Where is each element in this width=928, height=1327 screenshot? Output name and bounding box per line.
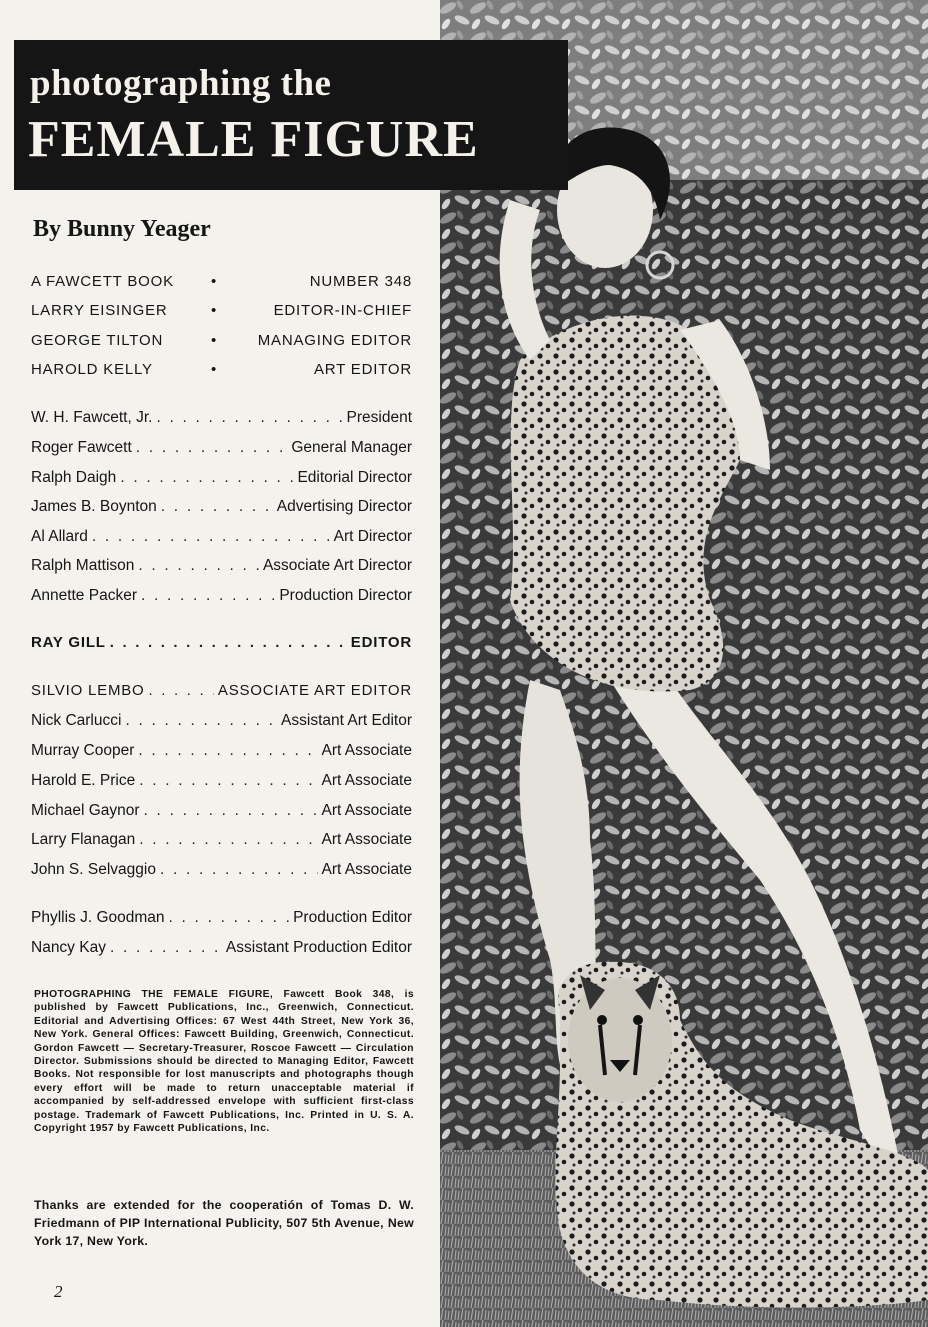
staff-name: Murray Cooper: [31, 742, 135, 759]
officer-title: Advertising Director: [276, 498, 412, 515]
cover-photo: [440, 0, 928, 1327]
production-row: [31, 909, 412, 931]
leader-dots: [139, 831, 317, 849]
acknowledgement: Thanks are extended for the cooperatión of Tomas D. W. Friedmann of PIP International Publicity, 507 5th Avenue, New York 17, New York.: [34, 1198, 414, 1248]
production-title: Assistant Production Editor: [225, 939, 412, 956]
masthead-left: GEORGE TILTON: [31, 332, 164, 349]
staff-title: Art Associate: [321, 861, 412, 878]
bullet-icon: •: [211, 273, 218, 290]
page-number: 2: [54, 1282, 63, 1301]
leader-dots: [156, 409, 342, 427]
masthead-right: NUMBER 348: [309, 273, 412, 290]
officer-name: Ralph Daigh: [31, 469, 117, 486]
masthead-right: ART EDITOR: [313, 361, 412, 378]
masthead-left: HAROLD KELLY: [31, 361, 153, 378]
officer-row: [31, 587, 412, 609]
staff-title: Art Associate: [321, 802, 412, 819]
editor-row: [31, 634, 412, 656]
masthead-row: [31, 332, 412, 354]
masthead-left: A FAWCETT BOOK: [31, 273, 174, 290]
officer-name: Annette Packer: [31, 587, 137, 604]
production-row: [31, 939, 412, 961]
staff-name: Harold E. Price: [31, 772, 136, 789]
byline: By Bunny Yeager: [33, 216, 211, 242]
leader-dots: [92, 528, 330, 546]
production-title: Production Editor: [293, 909, 412, 926]
staff-row: [31, 802, 412, 824]
staff-row: [31, 682, 412, 704]
leader-dots: [144, 802, 318, 820]
staff-name: Larry Flanagan: [31, 831, 136, 848]
masthead-row: [31, 273, 412, 295]
officer-title: Associate Art Director: [262, 557, 412, 574]
staff-title: Assistant Art Editor: [281, 712, 412, 729]
leader-dots: [136, 439, 288, 457]
staff-title: Art Associate: [321, 742, 412, 759]
leader-dots: [120, 469, 293, 487]
legal-notice: PHOTOGRAPHING THE FEMALE FIGURE, Fawcett Book 348, is published by Fawcett Publications, Inc., Greenwich, Connecticut. Editorial and Advertising Offices: 67 West 44th Street, New York 36, New York. General Offices: Fawcett Building, Greenwich, Connecticut. Gordon Fawcett — Secretary-Treasurer, Roscoe Fawcett — Circulation Director. Submissions should be directed to Managing Editor, Fawcett Books. Not responsible for lost manuscripts and photographs though every effort will be made to return unacceptable material if accompanied by self-addressed envelope with sufficient first-class postage. Trademark of Fawcett Publications, Inc. Printed in U. S. A. Copyright 1957 by Fawcett Publications, Inc.: [34, 989, 414, 1135]
leader-dots: [138, 557, 259, 575]
officer-row: [31, 557, 412, 579]
staff-name: John S. Selvaggio: [31, 861, 156, 878]
production-name: Phyllis J. Goodman: [31, 909, 165, 926]
staff-title: Art Associate: [321, 772, 412, 789]
leader-dots: [110, 939, 222, 957]
officer-row: [31, 528, 412, 550]
editor-name: RAY GILL: [31, 634, 106, 651]
staff-name: Michael Gaynor: [31, 802, 140, 819]
photo-illustration: [440, 0, 928, 1327]
leader-dots: [169, 909, 290, 927]
masthead-row: [31, 302, 412, 324]
masthead-right: MANAGING EDITOR: [257, 332, 412, 349]
leader-dots: [110, 634, 347, 651]
officer-name: Al Allard: [31, 528, 88, 545]
leader-dots: [125, 712, 277, 730]
officer-name: W. H. Fawcett, Jr.: [31, 409, 153, 426]
staff-row: [31, 861, 412, 883]
leader-dots: [138, 742, 317, 760]
bullet-icon: •: [211, 302, 218, 319]
leader-dots: [161, 498, 273, 516]
leader-dots: [141, 587, 275, 605]
officer-title: Editorial Director: [297, 469, 412, 486]
leader-dots: [149, 682, 214, 699]
bullet-icon: •: [211, 361, 218, 378]
title-banner: [14, 40, 568, 190]
officer-name: Roger Fawcett: [31, 439, 132, 456]
title-line-2: FEMALE FIGURE: [28, 111, 479, 168]
production-name: Nancy Kay: [31, 939, 106, 956]
staff-name: Nick Carlucci: [31, 712, 122, 729]
staff-title: Art Associate: [321, 831, 412, 848]
masthead-row: [31, 361, 412, 383]
editor-title: EDITOR: [350, 634, 412, 651]
officer-row: [31, 469, 412, 491]
officer-name: James B. Boynton: [31, 498, 157, 515]
officer-row: [31, 498, 412, 520]
officer-row: [31, 439, 412, 461]
staff-row: [31, 772, 412, 794]
leader-dots: [160, 861, 318, 879]
officer-name: Ralph Mattison: [31, 557, 135, 574]
masthead-right: EDITOR-IN-CHIEF: [273, 302, 412, 319]
officer-title: Production Director: [279, 587, 412, 604]
staff-name: SILVIO LEMBO: [31, 682, 145, 699]
officer-title: Art Director: [333, 528, 412, 545]
leader-dots: [139, 772, 317, 790]
bullet-icon: •: [211, 332, 218, 349]
officer-title: President: [346, 409, 412, 426]
staff-row: [31, 831, 412, 853]
officer-row: [31, 409, 412, 431]
title-line-1: photographing the: [30, 63, 332, 104]
staff-row: [31, 742, 412, 764]
masthead-left: LARRY EISINGER: [31, 302, 168, 319]
staff-row: [31, 712, 412, 734]
staff-title: ASSOCIATE ART EDITOR: [217, 682, 412, 699]
officer-title: General Manager: [291, 439, 412, 456]
